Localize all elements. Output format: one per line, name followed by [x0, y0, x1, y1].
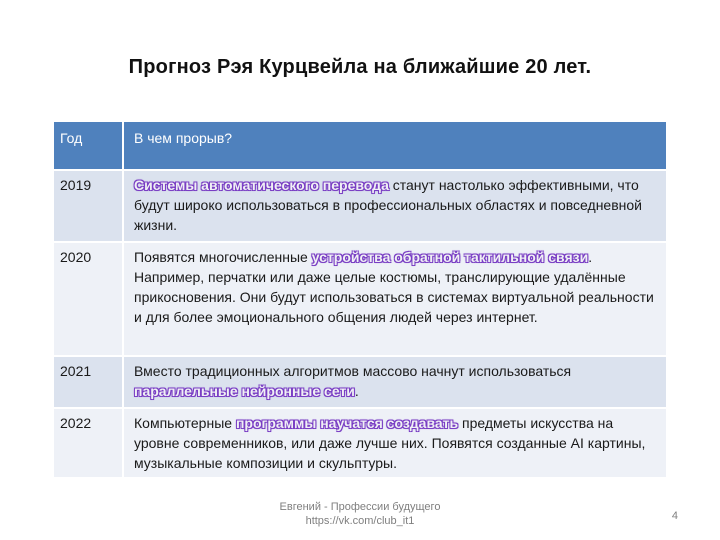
forecast-table — [54, 122, 666, 479]
highlighted-phrase: устройства обратной тактильной связи — [311, 249, 589, 265]
table-row — [54, 408, 666, 478]
description-text: станут настолько эффективными, что будут широко использоваться в профессиональных областях и повседневной жизни. — [134, 177, 642, 233]
table-row — [54, 242, 666, 356]
highlighted-phrase: программы научатся создавать — [235, 415, 459, 431]
description-text: Появятся многочисленные — [134, 249, 308, 265]
description-text: . Например, перчатки или даже целые костюмы, транслирующие удалённые прикосновения. Они будут использоваться в системах виртуальной реальности и для более эмоционального общения людей через интернет. — [134, 249, 654, 325]
footer-link[interactable]: https://vk.com/club_it1 — [305, 515, 415, 527]
slide-footer — [0, 500, 720, 528]
description-cell — [123, 408, 666, 478]
year-cell: 2022 — [54, 408, 123, 478]
header-year: Год — [54, 122, 123, 170]
description-cell — [123, 356, 666, 408]
description-cell — [123, 242, 666, 356]
year-cell: 2021 — [54, 356, 123, 408]
slide-title: Прогноз Рэя Курцвейла на ближайшие 20 лет. — [128, 56, 592, 78]
page-number: 4 — [671, 510, 678, 522]
year-cell: 2020 — [54, 242, 123, 356]
description-text: предметы искусства на уровне современников, или даже лучше них. Появятся созданные AI картины, музыкальные композиции и скульптуры. — [134, 415, 646, 471]
description-text: . — [354, 383, 359, 399]
description-text: Вместо традиционных алгоритмов массово начнут использоваться — [134, 363, 572, 379]
highlighted-phrase: параллельные нейронные сети — [134, 383, 355, 399]
year-cell: 2019 — [54, 170, 123, 242]
header-breakthrough: В чем прорыв? — [123, 122, 666, 170]
description-text: Компьютерные — [134, 415, 233, 431]
description-cell — [123, 170, 666, 242]
table-row — [54, 170, 666, 242]
highlighted-phrase: Системы автоматического перевода — [134, 177, 389, 193]
table-header-row — [54, 122, 666, 170]
footer-author: Евгений - Профессии будущего — [279, 501, 441, 513]
table-row — [54, 356, 666, 408]
